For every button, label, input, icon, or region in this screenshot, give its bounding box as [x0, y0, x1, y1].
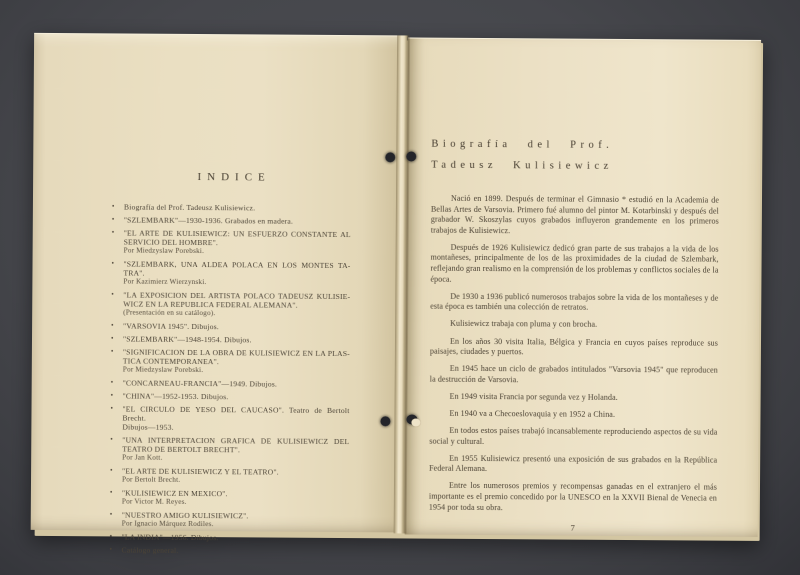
bullet-icon: •	[111, 259, 115, 268]
index-item: • "LA EXPOSICION DEL ARTISTA POLACO TADEUSZ KULISIE- WICZ EN LA REPUBLICA FEDERAL ALEMANA". (Presentación en su catálogo).	[111, 290, 351, 318]
punch-hole-bottom-right-torn	[406, 414, 417, 424]
index-content	[108, 170, 351, 560]
bullet-icon: •	[110, 347, 114, 356]
bio-paragraph: En todos estos países trabajó incansablemente reproduciendo aspectos de su vida social y cultural.	[429, 425, 718, 446]
index-item: • "VARSOVIA 1945". Dibujos.	[111, 321, 219, 332]
byline: Por Jan Kott.	[122, 453, 163, 462]
page-number: 7	[570, 522, 575, 533]
bullet-icon: •	[111, 321, 114, 330]
bullet-icon: •	[111, 290, 114, 299]
index-item: • "EL CIRCULO DE YESO DEL CAUCASO". Teatro de Bertolt Brecht. Dibujos—1953.	[110, 404, 350, 432]
bio-paragraph: Entre los numerosos premios y recompensas ganadas en el extranjero el más importante es el premio concedido por la UNESCO en la XXVII Bienal de Venecia en 1954 por toda su obra.	[428, 481, 718, 512]
bullet-icon: •	[109, 545, 113, 554]
bullet-icon: •	[111, 228, 115, 237]
bio-paragraph: En 1940 va a Checoeslovaquia y en 1952 a China.	[449, 408, 616, 419]
bullet-icon: •	[110, 435, 113, 444]
index-item: • "SZLEMBARK"—1948-1954. Dibujos.	[110, 334, 252, 345]
index-item: • "NUESTRO AMIGO KULISIEWICZ". Por Ignacio Márquez Rodiles.	[109, 510, 349, 530]
byline: Por Ignacio Márquez Rodiles.	[121, 519, 214, 529]
index-item: • "EL ARTE DE KULISIEWICZ: UN ESFUERZO CONSTANTE AL SERVICIO DEL HOMBRE". Por Miedzyslaw Porebski.	[111, 228, 351, 257]
index-list	[109, 202, 351, 556]
bio-paragraph: En 1955 Kulisiewicz presentó una exposición de sus grabados en la República Federal Alemana.	[429, 453, 718, 474]
bio-paragraph: Nació en 1899. Después de terminar el Gimnasio * estudió en la Academia de Bellas Artes de Varsovia. Primero fué alumno del pintor M. Kotarbinski y después del grabador W. Skoszylas cuyos grabados influyeron grandemente en los primeros trabajos de Kulisiewicz.	[430, 193, 720, 235]
left-page	[31, 33, 400, 555]
bullet-icon: •	[109, 510, 113, 519]
byline: Por Miedzyslaw Porebski.	[123, 246, 205, 256]
bio-paragraph: En los años 30 visita Italia, Bélgica y Francia en cuyos países reproduce sus paisajes, ciudades y puertos.	[429, 336, 719, 357]
index-item: • "SIGNIFICACION DE LA OBRA DE KULISIEWICZ EN LA PLAS- TICA CONTEMPORANEA". Por Miedzyslaw Porebski.	[110, 347, 350, 376]
biography-title-line2: Tadeusz Kulisiewicz	[431, 159, 613, 172]
index-item: • "CONCARNEAU-FRANCIA"—1949. Dibujos.	[110, 378, 278, 389]
index-item: • Catálogo general.	[109, 545, 179, 555]
index-item: • "EL ARTE DE KULISIEWICZ Y EL TEATRO". Por Bertolt Brecht.	[109, 466, 349, 486]
index-item: • "SZLEMBARK"—1930-1936. Grabados en madera.	[111, 215, 294, 226]
bullet-icon: •	[111, 215, 115, 224]
biography-paragraphs	[429, 194, 719, 515]
punch-hole-bottom-left	[380, 416, 390, 426]
bullet-icon: •	[109, 488, 113, 497]
bio-paragraph: Después de 1926 Kulisiewicz dedicó gran parte de sus trabajos a la vida de los montañeses, principalmente de los de las proximidades de la ciudad de Szlembark, reflejando gran realismo en la comprensión de los problemas y conflictos sociales de la época.	[430, 242, 719, 284]
torn-paper-edge	[411, 419, 420, 427]
punch-hole-top-right	[406, 151, 416, 161]
bio-paragraph: En 1949 visita Francia por segunda vez y Holanda.	[449, 391, 618, 402]
byline: Por Miedzyslaw Porebski.	[122, 365, 204, 375]
index-title: INDICE	[197, 171, 271, 184]
byline: Por Victor M. Reyes.	[121, 497, 187, 506]
bio-paragraph: En 1945 hace un ciclo de grabados intitulados "Varsovia 1945" que reproducen la destrucción de Varsovia.	[429, 363, 718, 385]
bullet-icon: •	[109, 532, 113, 541]
index-item: • "KULISIEWICZ EN MEXICO". Por Victor M. Reyes.	[109, 488, 349, 508]
bio-paragraph: Kulisiewicz trabaja con pluma y con brocha.	[450, 319, 598, 330]
bio-paragraph: De 1930 a 1936 publicó numerosos trabajos sobre la vida de los montañeses y de esta época es también una colección de retratos.	[430, 291, 719, 313]
biography-content	[429, 139, 720, 534]
bullet-icon: •	[110, 334, 114, 343]
open-booklet	[31, 33, 761, 555]
index-item: • Biografía del Prof. Tadeusz Kulisiewicz.	[111, 202, 256, 213]
bullet-icon: •	[110, 466, 113, 475]
bullet-icon: •	[110, 391, 114, 400]
bullet-icon: •	[110, 378, 114, 387]
bullet-icon: •	[111, 202, 115, 211]
byline: Por Kazimierz Wierzynski.	[123, 277, 207, 287]
index-item: • "CHINA"—1952-1953. Dibujos.	[110, 391, 229, 402]
right-page	[405, 37, 761, 536]
byline: (Presentación en su catálogo).	[123, 308, 216, 318]
biography-title-line1: Biografía del Prof.	[431, 138, 614, 151]
index-item: • "UNA INTERPRETACION GRAFICA DE KULISIEWICZ DEL TEATRO DE BERTOLT BRECHT". Por Jan Kott.	[109, 435, 349, 464]
index-item: • "SZLEMBARK, UNA ALDEA POLACA EN LOS MONTES TA- TRA". Por Kazimierz Wierzynski.	[110, 259, 350, 288]
bullet-icon: •	[110, 404, 114, 413]
index-item: • "LA INDIA"—1956. Dibujos.	[109, 532, 219, 543]
byline: Por Bertolt Brecht.	[121, 475, 181, 484]
punch-hole-top-left	[385, 152, 395, 162]
